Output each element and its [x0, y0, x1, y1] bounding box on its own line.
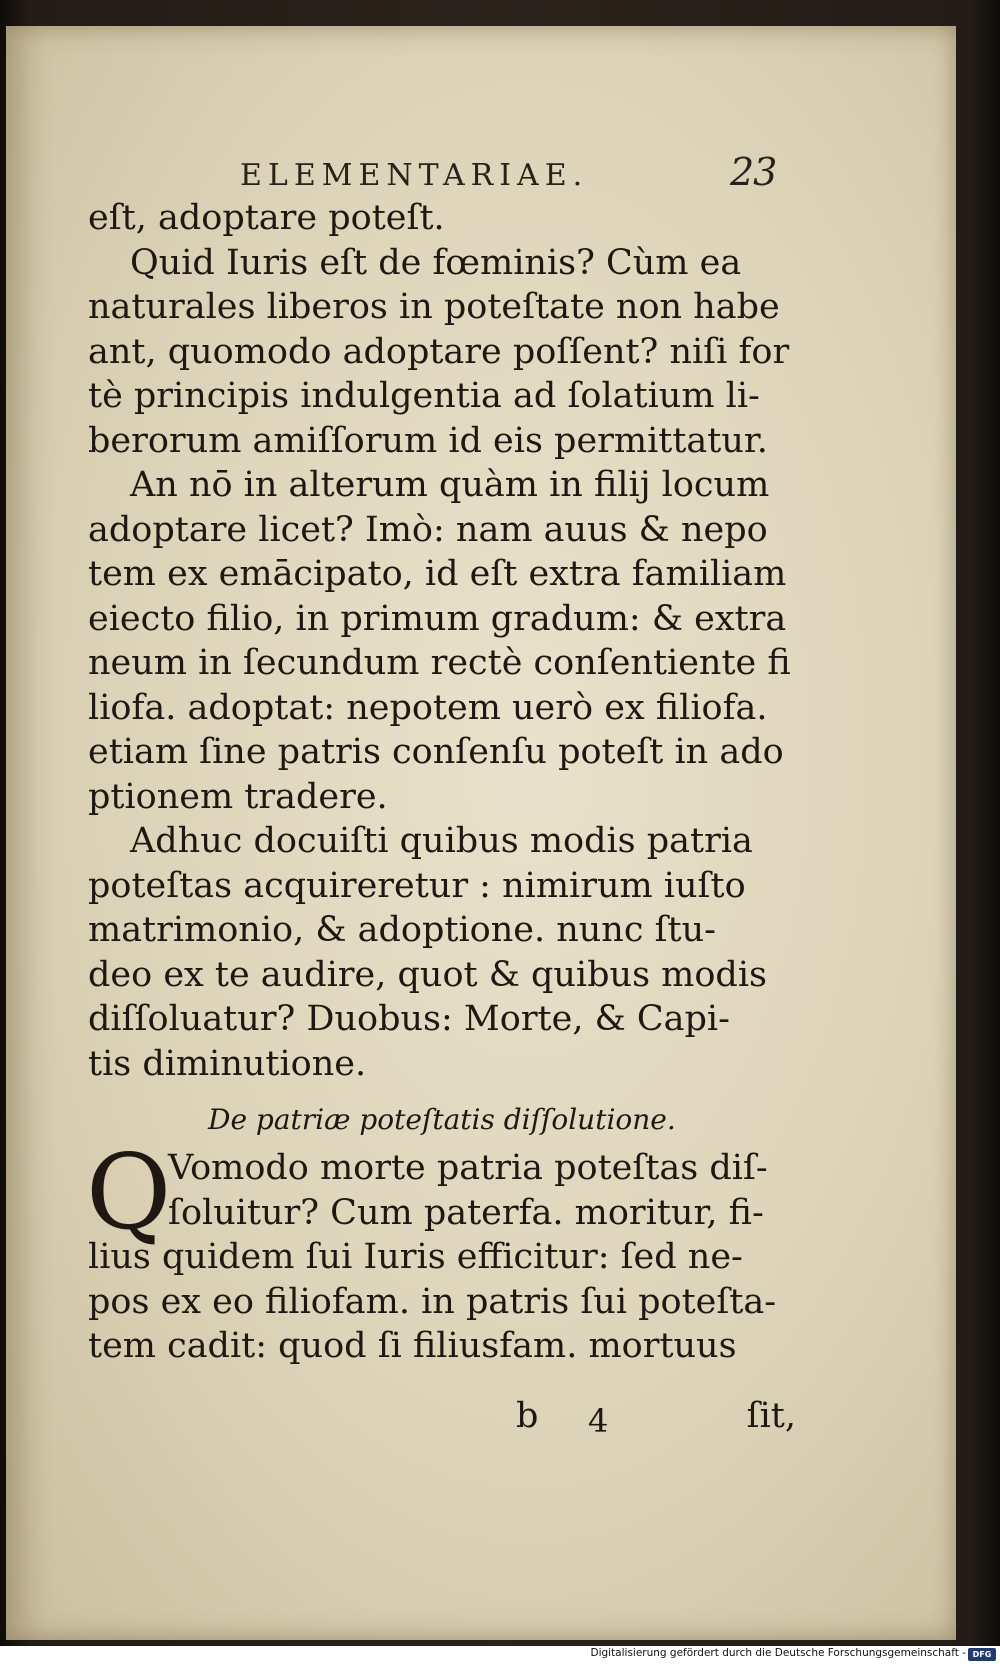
- page-header: [240, 136, 800, 196]
- text-line: tis diminutione.: [88, 1043, 367, 1084]
- text-line: diſſoluatur? Duobus: Morte, & Capi-: [88, 999, 730, 1039]
- dfg-logo: DFG: [968, 1648, 996, 1661]
- text-line: Vomodo morte patria poteſtas diſ-: [168, 1148, 768, 1188]
- text-line: tè principis indulgentia ad ſolatium li-: [88, 376, 760, 416]
- text-line: tem cadit: quod ſi filiusfam. mortuus: [88, 1326, 737, 1366]
- text-line: neum in ſecundum rectè conſentiente fi: [88, 643, 791, 683]
- text-line: tem ex emācipato, id eſt extra familiam: [88, 554, 787, 594]
- text-line: Adhuc docuiſti quibus modis patria: [130, 821, 753, 861]
- text-line: liofa. adoptat: nepotem uerò ex filiofa.: [88, 687, 768, 728]
- text-line: eiecto filio, in primum gradum: & extra: [88, 598, 787, 639]
- text-line: An nō in alterum quàm in filij locum: [130, 465, 770, 505]
- text-line: lius quidem ſui Iuris efficitur: ſed ne-: [88, 1237, 743, 1277]
- text-line: deo ex te audire, quot & quibus modis: [88, 954, 767, 995]
- drop-cap-paragraph: [86, 1131, 788, 1253]
- book-page: [6, 26, 956, 1640]
- text-line: pos ex eo filiofam. in patris ſui poteſta-: [88, 1281, 777, 1322]
- drop-cap: Q: [86, 1131, 172, 1253]
- text-line: ſoluitur? Cum paterfa. moritur, fi-: [168, 1192, 764, 1233]
- text-line: etiam ſine patris conſenſu poteſt in ado: [88, 732, 784, 772]
- footer-bar: [0, 1646, 1000, 1664]
- running-head: ELEMENTARIAE.: [240, 158, 589, 193]
- funding-credit: Digitalisierung gefördert durch die Deutsche Forschungsgemeinschaft -: [590, 1647, 966, 1659]
- text-line: ant, quomodo adoptare poſſent? niſi for: [88, 331, 790, 372]
- text-line: eſt, adoptare poteſt.: [88, 198, 445, 238]
- body-text: [86, 196, 791, 1369]
- section-subheading: De patriæ poteſtatis diſſolutione.: [208, 1103, 676, 1136]
- text-line: berorum amiſſorum id eis permittatur.: [88, 420, 768, 461]
- text-line: Quid Iuris eſt de fœminis? Cùm ea: [130, 242, 742, 283]
- page-number: 23: [730, 150, 777, 194]
- text-line: matrimonio, & adoptione. nunc ſtu-: [88, 910, 716, 950]
- catchword: ſit,: [746, 1396, 796, 1436]
- signature-line: [516, 1396, 796, 1446]
- text-line: ptionem tradere.: [88, 776, 388, 817]
- signature-number: 4: [588, 1402, 609, 1440]
- text-line: naturales liberos in poteſtate non habe: [88, 287, 780, 327]
- text-line: poteſtas acquireretur : nimirum iuſto: [88, 865, 746, 906]
- signature-mark: b: [516, 1396, 539, 1436]
- text-line: adoptare licet? Imò: nam auus & nepo: [88, 509, 768, 550]
